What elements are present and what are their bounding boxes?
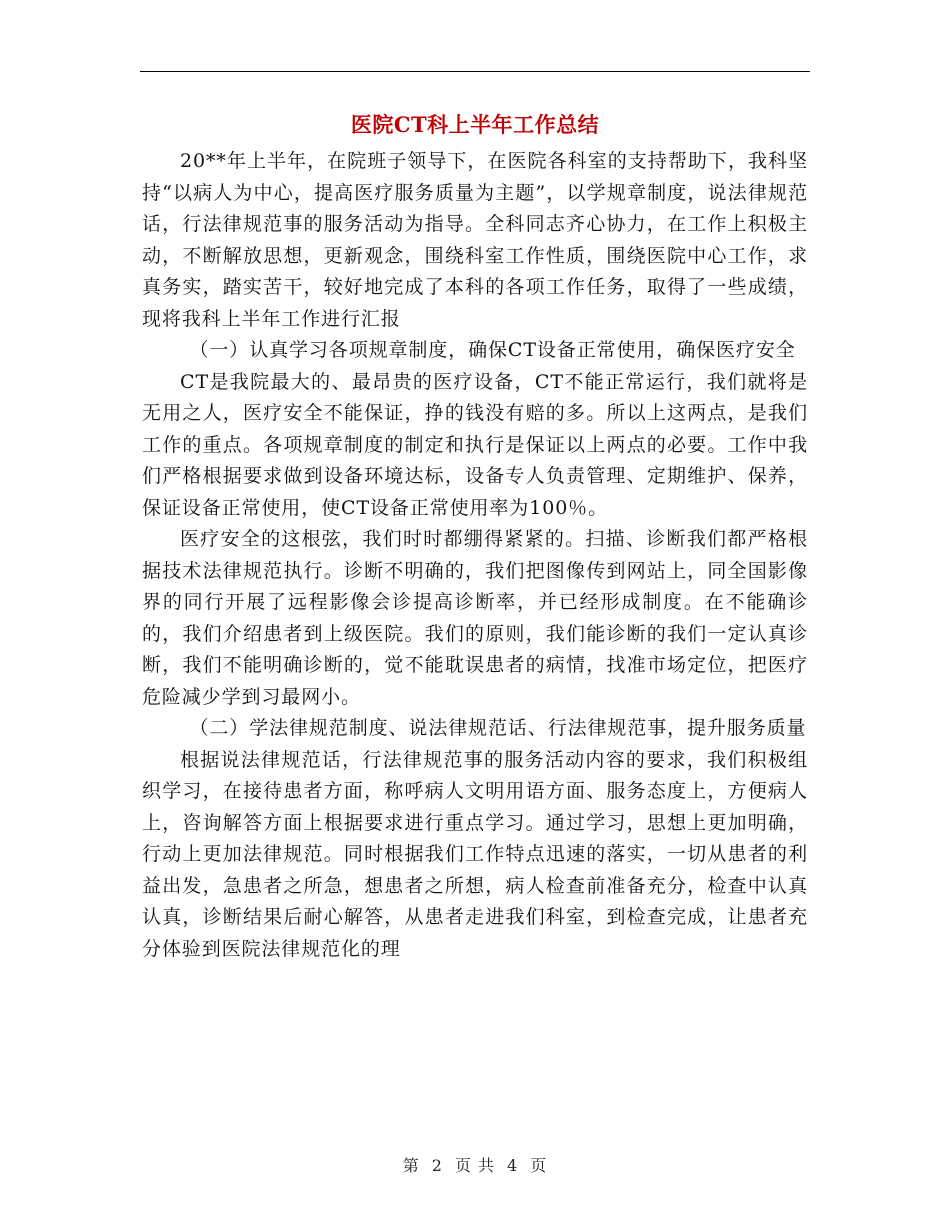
header-rule: [140, 71, 810, 72]
footer-middle: 页 共: [454, 1156, 496, 1175]
service-quality-paragraph: 根据说法律规范话，行法律规范事的服务活动内容的要求，我们积极组织学习，在接待患者方面，称呼病人文明用语方面、服务态度上，方便病人上，咨询解答方面上根据要求进行重点学习。通过学习，思想上更加明确，行动上更加法律规范。同时根据我们工作特点迅速的落实，一切从患者的利益出发，急患者之所急，想患者之所想，病人检查前准备充分，检查中认真认真，诊断结果后耐心解答，从患者走进我们科室，到检查完成，让患者充分体验到医院法律规范化的理: [142, 748, 808, 960]
footer-page-number: 2: [431, 1156, 443, 1175]
document-title: 医院CT科上半年工作总结: [350, 112, 600, 137]
footer-suffix: 页: [530, 1156, 548, 1175]
medical-safety-paragraph: 医疗安全的这根弦，我们时时都绷得紧紧的。扫描、诊断我们都严格根据技术法律规范执行。诊断不明确的，我们把图像传到网站上，同全国影像界的同行开展了远程影像会诊提高诊断率，并已经形成制度。在不能确诊的，我们介绍患者到上级医院。我们的原则，我们能诊断的我们一定认真诊断，我们不能明确诊断的，觉不能耽误患者的病情，找准市场定位，把医疗危险减少学到习最网小。: [142, 528, 808, 708]
document-body: [142, 146, 808, 965]
page-footer: [140, 1153, 810, 1176]
intro-paragraph: 20**年上半年，在院班子领导下，在医院各科室的支持帮助下，我科坚持“以病人为中心，提高医疗服务质量为主题”，以学规章制度，说法律规范话，行法律规范事的服务活动为指导。全科同志齐心协力，在工作上积极主动，不断解放思想，更新观念，围绕科室工作性质，围绕医院中心工作，求真务实，踏实苦干，较好地完成了本科的各项工作任务，取得了一些成绩，现将我科上半年工作进行汇报: [142, 150, 808, 330]
ct-equipment-paragraph: CT是我院最大的、最昂贵的医疗设备，CT不能正常运行，我们就将是无用之人，医疗安全不能保证，挣的钱没有赔的多。所以上这两点，是我们工作的重点。各项规章制度的制定和执行是保证以上两点的必要。工作中我们严格根据要求做到设备环境达标，设备专人负责管理、定期维护、保养，保证设备正常使用，使CT设备正常使用率为100％。: [142, 370, 808, 519]
section-heading-1: （一）认真学习各项规章制度，确保CT设备正常使用，确保医疗安全: [189, 339, 796, 361]
footer-prefix: 第: [402, 1156, 420, 1175]
footer-total-pages: 4: [507, 1156, 519, 1175]
section-heading-2: （二）学法律规范制度、说法律规范话、行法律规范事，提升服务质量: [189, 717, 807, 739]
